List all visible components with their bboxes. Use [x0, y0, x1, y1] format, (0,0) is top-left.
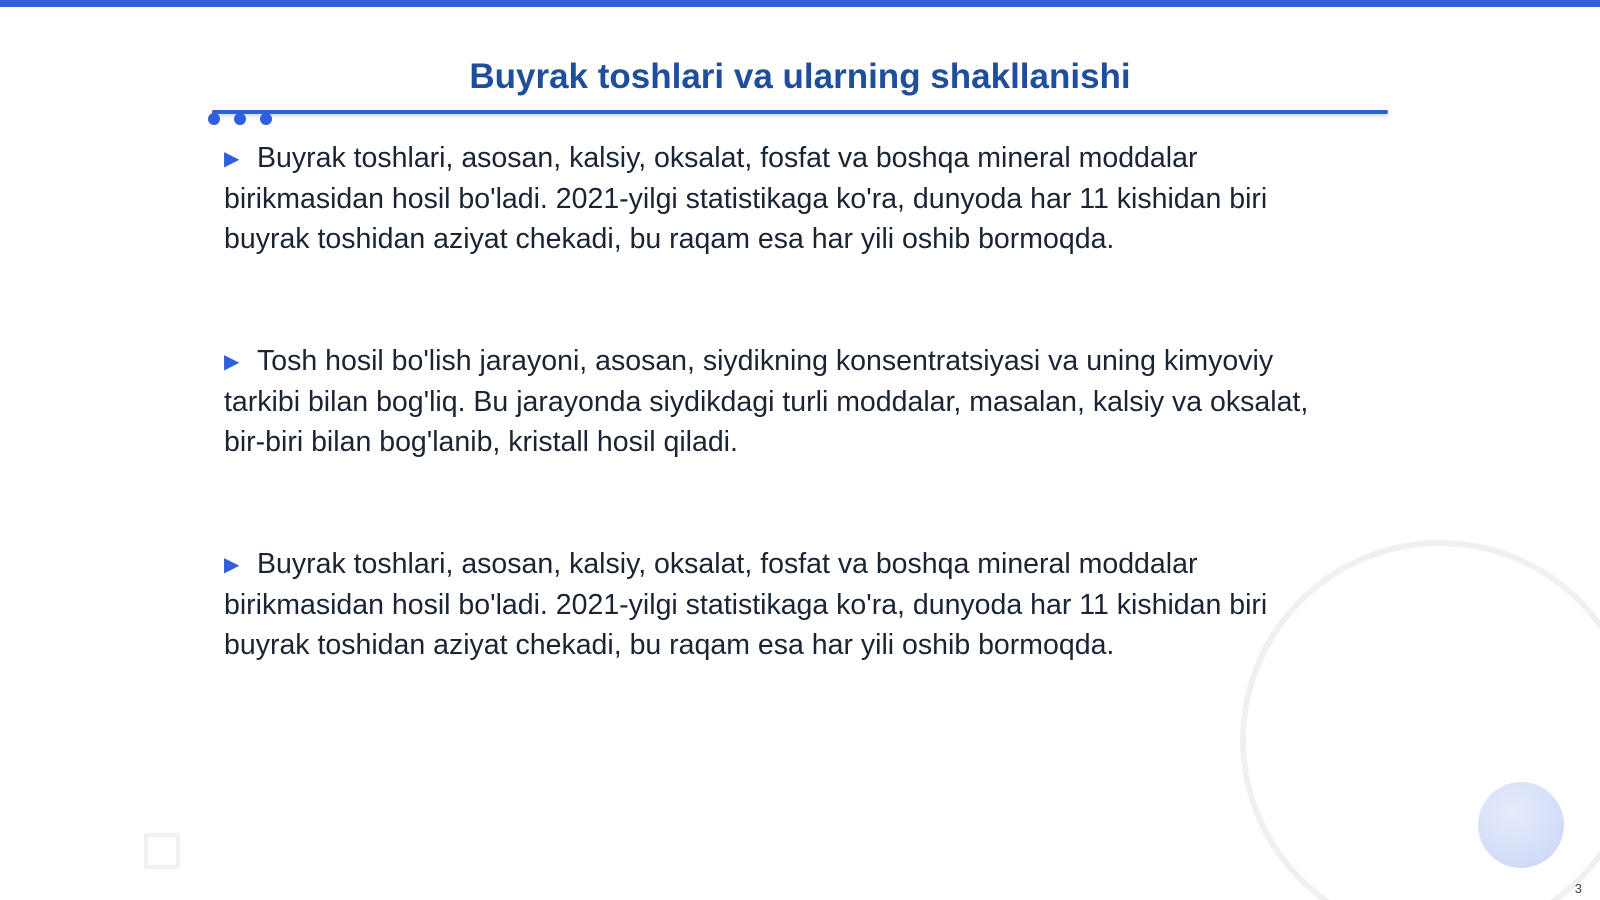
- triangle-bullet-icon: ▶: [224, 554, 240, 576]
- triangle-bullet-icon: ▶: [224, 148, 240, 170]
- underline-dot: [208, 113, 220, 125]
- top-accent-bar: [0, 0, 1600, 7]
- bullet-list: [224, 138, 1354, 747]
- slide-title: Buyrak toshlari va ularning shakllanishi: [469, 57, 1131, 96]
- bullet-item: [224, 544, 1354, 665]
- bullet-item: [224, 341, 1354, 462]
- title-underline: [212, 110, 1388, 114]
- triangle-bullet-icon: ▶: [224, 351, 240, 373]
- bullet-text: Buyrak toshlari, asosan, kalsiy, oksalat, fosfat va boshqa mineral moddalar birikmasidan hosil bo'ladi. 2021-yilgi statistikaga ko'ra, dunyoda har 11 kishidan biri buyrak toshidan aziyat chekadi, bu raqam esa har yili oshib bormoqda.: [224, 142, 1268, 255]
- bullet-text: Tosh hosil bo'lish jarayoni, asosan, siydikning konsentratsiyasi va uning kimyoviy tarkibi bilan bog'liq. Bu jarayonda siydikdagi turli moddalar, masalan, kalsiy va oksalat, bir-biri bilan bog'lanib, kristall hosil qiladi.: [224, 345, 1309, 458]
- bullet-text: Buyrak toshlari, asosan, kalsiy, oksalat, fosfat va boshqa mineral moddalar birikmasidan hosil bo'ladi. 2021-yilgi statistikaga ko'ra, dunyoda har 11 kishidan biri buyrak toshidan aziyat chekadi, bu raqam esa har yili oshib bormoqda.: [224, 548, 1268, 661]
- page-number: 3: [1574, 881, 1582, 896]
- underline-dot: [234, 113, 246, 125]
- bullet-item: [224, 138, 1354, 259]
- decorative-circle: [1478, 782, 1564, 868]
- underline-dot: [260, 113, 272, 125]
- decorative-square: [144, 833, 180, 869]
